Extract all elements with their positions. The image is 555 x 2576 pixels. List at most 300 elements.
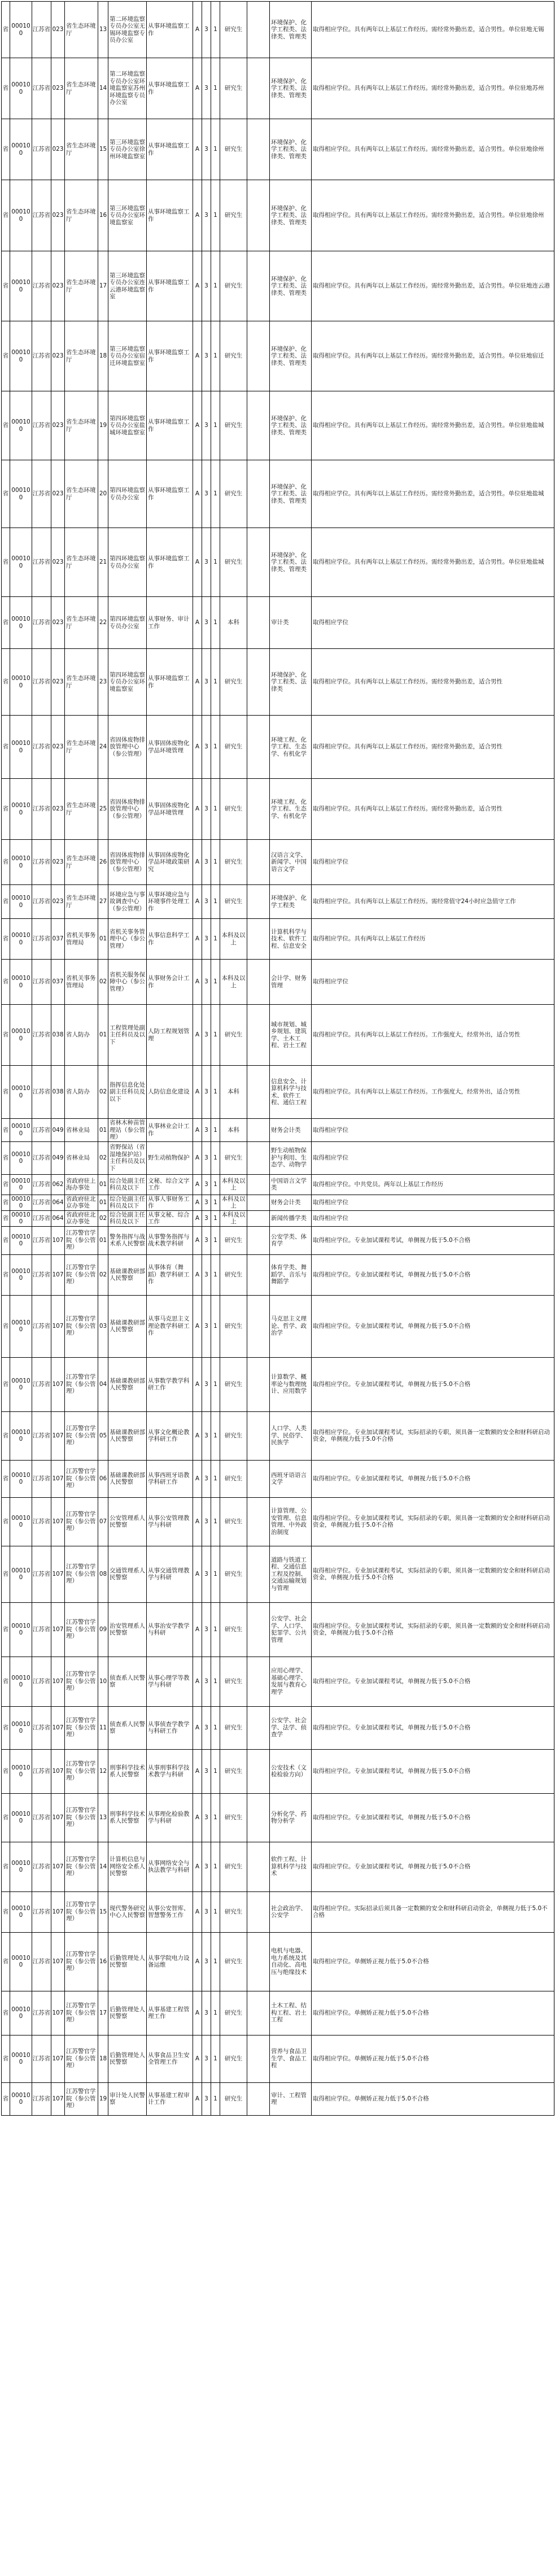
table-row [2,1174,554,1195]
position-code-cell: 02 [98,1254,108,1295]
dept-name-cell: 江苏警官学院（参公管理） [65,1546,98,1602]
count-a-cell: 3 [202,1195,211,1210]
category-cell: A [193,119,202,180]
category-cell: A [193,180,202,251]
unit-cell: 第二环境监察专员办公室环境监察室苏州环境监察专员办公室 [108,58,147,119]
region-cell: 江苏省 [32,1546,51,1602]
region-cell: 江苏省 [32,1005,51,1066]
region-cell: 江苏省 [32,1991,51,2035]
region-cell: 江苏省 [32,1411,51,1460]
count-a-cell: 3 [202,1793,211,1842]
recruit-count-cell: 1 [211,1119,220,1142]
category-cell: A [193,1842,202,1891]
degree-cell [247,885,270,919]
duty-cell: 从事体育（舞蹈）教学科研工作 [147,1254,193,1295]
region-cell: 江苏省 [32,1749,51,1793]
category-cell: A [193,2082,202,2115]
remarks-cell: 取得相应学位。具有两年以上基层工作经历。工作强度大，经常外出，适合男性 [312,1066,554,1119]
dept-code-cell: 038 [51,1005,65,1066]
region-cell: 江苏省 [32,1657,51,1706]
org-code-cell: 000100 [10,2035,32,2082]
level-cell: 省 [2,1254,10,1295]
count-a-cell: 3 [202,321,211,391]
remarks-cell: 取得相应学位。具有两年以上基层工作经历。需经常外勤出差，适合男性。单位驻地无锡 [312,2,554,58]
duty-cell: 从事环境监察工作 [147,528,193,597]
dept-name-cell: 江苏警官学院（参公管理） [65,1411,98,1460]
dept-code-cell: 107 [51,1657,65,1706]
category-cell: A [193,1891,202,1932]
dept-code-cell: 023 [51,716,65,779]
position-code-cell: 20 [98,460,108,528]
dept-code-cell: 023 [51,885,65,919]
table-row [2,2035,554,2082]
org-code-cell: 000100 [10,1174,32,1195]
education-cell: 研究生 [220,885,247,919]
education-cell: 研究生 [220,779,247,840]
dept-code-cell: 107 [51,1842,65,1891]
remarks-cell: 取得相应学位。专业加试课程考试，单侧视力低于5.0不合格 [312,1460,554,1497]
degree-cell [247,716,270,779]
org-code-cell: 000100 [10,1546,32,1602]
category-cell: A [193,716,202,779]
table-row [2,1932,554,1991]
dept-code-cell: 049 [51,1141,65,1174]
position-code-cell: 15 [98,119,108,180]
category-cell: A [193,1657,202,1706]
unit-cell: 工程管理处副主任科员及以下 [108,1005,147,1066]
duty-cell: 从事环境监察工作 [147,321,193,391]
major-cell: 计算管理、公安管理、信息管理、中外政治制度 [270,1497,312,1546]
count-a-cell: 3 [202,1254,211,1295]
major-cell: 人口学、人类学、民俗学、民族学 [270,1411,312,1460]
duty-cell: 从事食品卫生安全管理工作 [147,2035,193,2082]
degree-cell [247,2,270,58]
category-cell: A [193,1793,202,1842]
count-a-cell: 3 [202,1602,211,1657]
org-code-cell: 000100 [10,1411,32,1460]
position-code-cell: 08 [98,1546,108,1602]
dept-name-cell: 江苏警官学院（参公管理） [65,1602,98,1657]
recruit-count-cell: 1 [211,1793,220,1842]
recruit-count-cell: 1 [211,1210,220,1226]
position-code-cell: 12 [98,1749,108,1793]
remarks-cell: 取得相应学位。专业加试课程考试，单侧视力低于5.0不合格 [312,1657,554,1706]
count-a-cell: 3 [202,1119,211,1142]
position-code-cell: 19 [98,2082,108,2115]
count-a-cell: 3 [202,1005,211,1066]
degree-cell [247,960,270,1005]
dept-code-cell: 107 [51,1891,65,1932]
count-a-cell: 3 [202,779,211,840]
duty-cell: 从事环境监察工作 [147,391,193,460]
region-cell: 江苏省 [32,321,51,391]
major-cell: 环境保护、化学工程类、法律类、管理类 [270,2,312,58]
major-cell: 环境保护、化学工程类、法律类、管理类 [270,251,312,321]
dept-name-cell: 江苏警官学院（参公管理） [65,1460,98,1497]
table-row [2,1357,554,1411]
region-cell: 江苏省 [32,1210,51,1226]
degree-cell [247,2082,270,2115]
category-cell: A [193,1602,202,1657]
dept-name-cell: 省人防办 [65,1005,98,1066]
table-row [2,1226,554,1254]
job-table [1,1,554,2116]
degree-cell [247,1706,270,1749]
dept-code-cell: 107 [51,2082,65,2115]
table-row [2,119,554,180]
position-code-cell: 05 [98,1411,108,1460]
dept-code-cell: 023 [51,528,65,597]
position-code-cell: 24 [98,716,108,779]
count-a-cell: 3 [202,119,211,180]
level-cell: 省 [2,2035,10,2082]
education-cell: 研究生 [220,1254,247,1295]
dept-name-cell: 江苏警官学院（参公管理） [65,1793,98,1842]
level-cell: 省 [2,1141,10,1174]
table-row [2,321,554,391]
category-cell: A [193,1932,202,1991]
category-cell: A [193,1210,202,1226]
degree-cell [247,1295,270,1357]
duty-cell: 从事西班牙语教学科研工作 [147,1460,193,1497]
degree-cell [247,1891,270,1932]
category-cell: A [193,1411,202,1460]
remarks-cell: 取得相应学位。专业加试课程考试，单侧视力低于5.0不合格 [312,1706,554,1749]
dept-code-cell: 023 [51,597,65,649]
dept-code-cell: 107 [51,1497,65,1546]
duty-cell: 从事财务会计工作 [147,960,193,1005]
category-cell: A [193,919,202,960]
unit-cell: 省固体废物排放管理中心（参公管理） [108,716,147,779]
level-cell: 省 [2,885,10,919]
unit-cell: 基础课教研部人民警察 [108,1411,147,1460]
duty-cell: 野生动植物保护 [147,1141,193,1174]
position-code-cell: 27 [98,885,108,919]
table-row [2,1706,554,1749]
level-cell: 省 [2,1842,10,1891]
region-cell: 江苏省 [32,1793,51,1842]
major-cell: 会计学、财务管理 [270,960,312,1005]
dept-name-cell: 江苏警官学院（参公管理） [65,1749,98,1793]
duty-cell: 人防工程规划管理 [147,1005,193,1066]
unit-cell: 综合处副主任科员及以下 [108,1210,147,1226]
level-cell: 省 [2,180,10,251]
degree-cell [247,321,270,391]
dept-code-cell: 023 [51,649,65,716]
unit-cell: 刑事科学技术系人民警察 [108,1793,147,1842]
table-row [2,960,554,1005]
level-cell: 省 [2,528,10,597]
category-cell: A [193,1254,202,1295]
remarks-cell: 取得相应学位。具有两年以上基层工作经历。需经常外勤出差，适合男性。单位驻地连云港 [312,251,554,321]
education-cell: 本科及以上 [220,919,247,960]
table-row [2,885,554,919]
dept-name-cell: 省机关事务管理局 [65,919,98,960]
dept-name-cell: 江苏警官学院（参公管理） [65,1254,98,1295]
position-code-cell: 17 [98,251,108,321]
remarks-cell: 取得相应学位。具有两年以上基层工作经历。需经常外勤出差，适合男性。单位驻地徐州 [312,180,554,251]
dept-code-cell: 023 [51,391,65,460]
education-cell: 研究生 [220,716,247,779]
count-a-cell: 3 [202,1991,211,2035]
degree-cell [247,1793,270,1842]
org-code-cell: 000100 [10,1706,32,1749]
degree-cell [247,1005,270,1066]
duty-cell: 从事治安学教学与科研 [147,1602,193,1657]
recruit-count-cell: 1 [211,1141,220,1174]
region-cell: 江苏省 [32,1295,51,1357]
position-code-cell: 02 [98,1210,108,1226]
table-row [2,1119,554,1142]
remarks-cell: 取得相应学位。中共党员。两年以上基层工作经历 [312,1174,554,1195]
remarks-cell: 取得相应学位。具有两年以上基层工作经历。需经常外勤出差，适合男性 [312,649,554,716]
position-code-cell: 02 [98,1141,108,1174]
category-cell: A [193,528,202,597]
education-cell: 研究生 [220,251,247,321]
duty-cell: 从事公安管理教学与科研 [147,1497,193,1546]
table-row [2,716,554,779]
duty-cell: 从事环境监察工作 [147,2,193,58]
region-cell: 江苏省 [32,1842,51,1891]
job-table-body [2,2,554,2116]
org-code-cell: 000100 [10,528,32,597]
dept-name-cell: 省生态环境厅 [65,2,98,58]
level-cell: 省 [2,1602,10,1657]
recruit-count-cell: 1 [211,1842,220,1891]
degree-cell [247,251,270,321]
degree-cell [247,180,270,251]
dept-code-cell: 107 [51,1932,65,1991]
level-cell: 省 [2,1226,10,1254]
education-cell: 研究生 [220,1602,247,1657]
position-code-cell: 01 [98,1174,108,1195]
position-code-cell: 23 [98,649,108,716]
unit-cell: 第二环境监察专员办公室无锡环境监察专员办公室 [108,2,147,58]
unit-cell: 第四环境监察专员办公室 [108,597,147,649]
dept-code-cell: 062 [51,1174,65,1195]
region-cell: 江苏省 [32,1357,51,1411]
remarks-cell: 取得相应学位。实际招录后须具备一定数额的安全和财科研启动资金，单侧视力低于5.0不合格 [312,1891,554,1932]
level-cell: 省 [2,1210,10,1226]
category-cell: A [193,58,202,119]
education-cell: 研究生 [220,1460,247,1497]
education-cell: 研究生 [220,1357,247,1411]
category-cell: A [193,1706,202,1749]
region-cell: 江苏省 [32,58,51,119]
remarks-cell: 取得相应学位。具有两年以上基层工作经历。需经常外勤出差，适合男性。单位驻地盐城 [312,391,554,460]
unit-cell: 侦查系人民警察 [108,1657,147,1706]
degree-cell [247,2035,270,2082]
major-cell: 环境保护、化学工程类、法律类、管理类 [270,58,312,119]
position-code-cell: 16 [98,180,108,251]
position-code-cell: 18 [98,321,108,391]
education-cell: 研究生 [220,840,247,885]
recruit-count-cell: 1 [211,1602,220,1657]
remarks-cell: 取得相应学位。具有两年以上基层工作经历。需经常外勤出差，适合男性。单位驻地苏州 [312,58,554,119]
degree-cell [247,597,270,649]
count-a-cell: 3 [202,1174,211,1195]
region-cell: 江苏省 [32,960,51,1005]
org-code-cell: 000100 [10,1195,32,1210]
recruit-count-cell: 1 [211,1195,220,1210]
position-code-cell: 01 [98,1119,108,1142]
recruit-count-cell: 1 [211,779,220,840]
dept-code-cell: 049 [51,1119,65,1142]
position-code-cell: 13 [98,2,108,58]
unit-cell: 指挥信息化处副主任科员及以下 [108,1066,147,1119]
level-cell: 省 [2,840,10,885]
table-row [2,1411,554,1460]
org-code-cell: 000100 [10,2082,32,2115]
category-cell: A [193,840,202,885]
unit-cell: 省固体废物排放管理中心（参公管理） [108,840,147,885]
education-cell: 研究生 [220,321,247,391]
count-a-cell: 3 [202,2082,211,2115]
recruit-count-cell: 1 [211,716,220,779]
position-code-cell: 14 [98,58,108,119]
table-row [2,919,554,960]
level-cell: 省 [2,1066,10,1119]
level-cell: 省 [2,1411,10,1460]
major-cell: 环境保护、化学工程类 [270,885,312,919]
education-cell: 本科 [220,597,247,649]
degree-cell [247,1546,270,1602]
dept-name-cell: 省生态环境厅 [65,528,98,597]
level-cell: 省 [2,321,10,391]
degree-cell [247,1497,270,1546]
category-cell: A [193,885,202,919]
education-cell: 研究生 [220,1295,247,1357]
education-cell: 研究生 [220,1226,247,1254]
org-code-cell: 000100 [10,1066,32,1119]
position-code-cell: 02 [98,1066,108,1119]
level-cell: 省 [2,1991,10,2035]
dept-code-cell: 038 [51,1066,65,1119]
level-cell: 省 [2,1119,10,1142]
unit-cell: 后勤管理处人民警察 [108,1932,147,1991]
category-cell: A [193,597,202,649]
dept-code-cell: 023 [51,180,65,251]
dept-code-cell: 107 [51,1226,65,1254]
category-cell: A [193,1460,202,1497]
level-cell: 省 [2,1793,10,1842]
position-code-cell: 01 [98,1195,108,1210]
dept-code-cell: 064 [51,1195,65,1210]
count-a-cell: 3 [202,180,211,251]
level-cell: 省 [2,119,10,180]
table-row [2,1005,554,1066]
dept-name-cell: 省生态环境厅 [65,58,98,119]
remarks-cell: 取得相应学位。单侧矫正视力低于5.0不合格 [312,2035,554,2082]
count-a-cell: 3 [202,1460,211,1497]
category-cell: A [193,960,202,1005]
remarks-cell: 取得相应学位。具有两年以上基层工作经历。需经常外勤出差，适合男性 [312,779,554,840]
duty-cell: 从事公安智库、智慧警务工作 [147,1891,193,1932]
major-cell: 西班牙语语言文学 [270,1460,312,1497]
table-row [2,649,554,716]
table-row [2,1749,554,1793]
level-cell: 省 [2,716,10,779]
table-row [2,180,554,251]
count-a-cell: 3 [202,1891,211,1932]
duty-cell: 从事学院电力设备运维 [147,1932,193,1991]
unit-cell: 刑事科学技术系人民警察 [108,1749,147,1793]
region-cell: 江苏省 [32,251,51,321]
recruit-count-cell: 1 [211,1991,220,2035]
dept-name-cell: 江苏警官学院（参公管理） [65,1295,98,1357]
education-cell: 研究生 [220,180,247,251]
education-cell: 研究生 [220,649,247,716]
dept-code-cell: 023 [51,251,65,321]
duty-cell: 从事固体废物化学品环境管理 [147,779,193,840]
position-code-cell: 09 [98,1602,108,1657]
region-cell: 江苏省 [32,919,51,960]
education-cell: 研究生 [220,2082,247,2115]
count-a-cell: 3 [202,1066,211,1119]
duty-cell: 从事人事财务工作 [147,1195,193,1210]
remarks-cell: 取得相应学位。专业加试课程考试，单侧视力低于5.0不合格 [312,1749,554,1793]
unit-cell: 公安管理系人民警察 [108,1497,147,1546]
table-row [2,58,554,119]
education-cell: 研究生 [220,119,247,180]
remarks-cell: 取得相应学位。单侧矫正视力低于5.0不合格 [312,1991,554,2035]
region-cell: 江苏省 [32,716,51,779]
education-cell: 研究生 [220,1932,247,1991]
major-cell: 审计、工程管理 [270,2082,312,2115]
unit-cell: 综合处副主任科员及以下 [108,1174,147,1195]
duty-cell: 从事林业会计工作 [147,1119,193,1142]
degree-cell [247,649,270,716]
count-a-cell: 3 [202,919,211,960]
count-a-cell: 3 [202,251,211,321]
major-cell: 野生动植物保护与利用、生态学、动物学 [270,1141,312,1174]
recruit-count-cell: 1 [211,1932,220,1991]
duty-cell: 从事环境监察工作 [147,460,193,528]
category-cell: A [193,1119,202,1142]
count-a-cell: 3 [202,528,211,597]
education-cell: 研究生 [220,391,247,460]
table-row [2,1254,554,1295]
category-cell: A [193,1357,202,1411]
recruit-count-cell: 1 [211,885,220,919]
org-code-cell: 000100 [10,119,32,180]
dept-name-cell: 省政府驻上海办事处 [65,1174,98,1195]
table-row [2,1210,554,1226]
duty-cell: 从事文秘、综合工作 [147,1210,193,1226]
duty-cell: 从事环境监察工作 [147,251,193,321]
remarks-cell: 取得相应学位。专业加试课程考试，实际招录的专职，须具备一定数额的安全和财科研启动资金，单侧视力低于5.0不合格 [312,1546,554,1602]
duty-cell: 从事财务、审计工作 [147,597,193,649]
region-cell: 江苏省 [32,1066,51,1119]
recruit-count-cell: 1 [211,597,220,649]
dept-code-cell: 107 [51,1411,65,1460]
dept-code-cell: 107 [51,1357,65,1411]
recruit-count-cell: 1 [211,1295,220,1357]
org-code-cell: 000100 [10,1005,32,1066]
degree-cell [247,1932,270,1991]
remarks-cell: 取得相应学位。专业加试课程考试，单侧视力低于5.0不合格 [312,1793,554,1842]
unit-cell: 基础课教研部人民警察 [108,1357,147,1411]
level-cell: 省 [2,251,10,321]
count-a-cell: 3 [202,597,211,649]
org-code-cell: 000100 [10,2,32,58]
degree-cell [247,58,270,119]
unit-cell: 侦查系人民警察 [108,1706,147,1749]
recruit-count-cell: 1 [211,251,220,321]
region-cell: 江苏省 [32,2,51,58]
dept-code-cell: 023 [51,840,65,885]
count-a-cell: 3 [202,1842,211,1891]
